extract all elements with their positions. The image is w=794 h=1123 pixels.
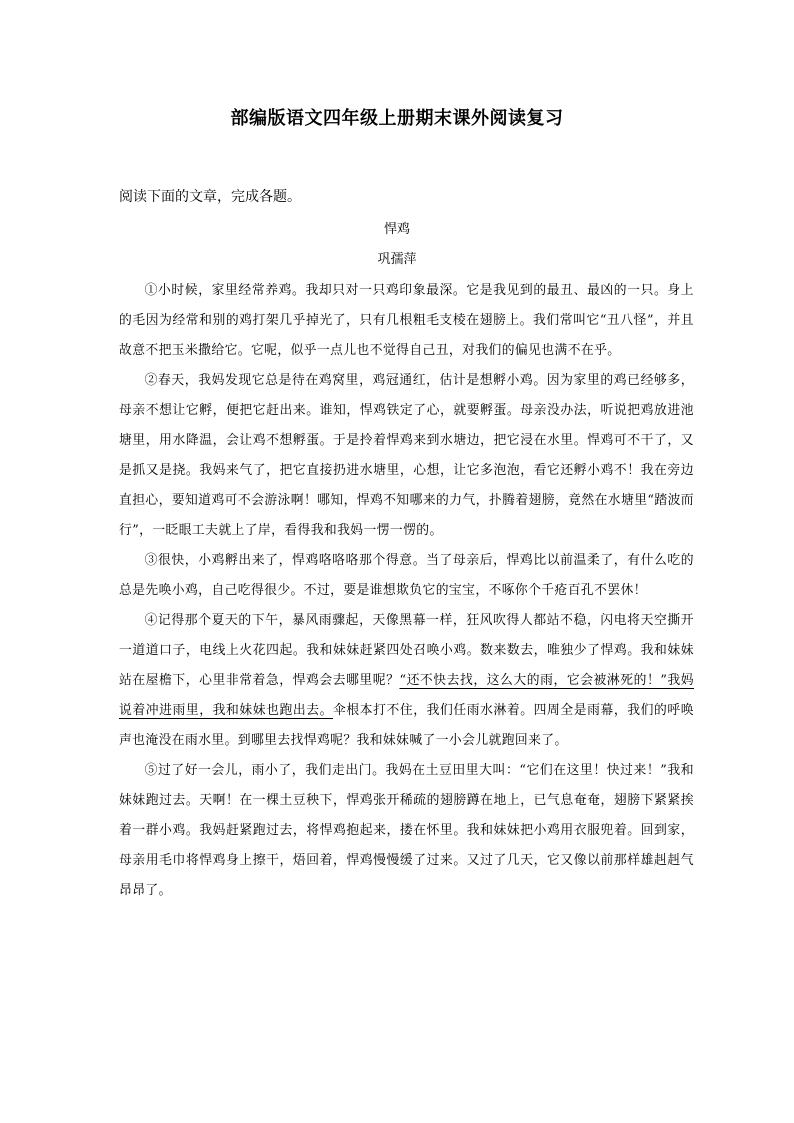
article-title: 悍鸡 bbox=[383, 222, 410, 237]
paragraph-4 bbox=[119, 606, 694, 756]
paragraph-4-text-before: ④记得那个夏天的下午，暴风雨骤起，天像黑幕一样，狂风吹得人都站不稳，闪电将天空撕开一道道口子，电线上火花四起。我和妹妹赶紧四处召唤小鸡。数来数去，唯独少了悍鸡。我和妹妹站在屋檐下，心里非常着急，悍鸡会去哪里呢？ bbox=[119, 613, 694, 688]
underlined-sentence: “还不快去找，这么大的雨，它会被淋死的！”我妈说着冲进雨里，我和妹妹也跑出去。 bbox=[119, 673, 694, 718]
article-author: 巩孺萍 bbox=[377, 252, 417, 267]
article-body bbox=[119, 276, 694, 906]
paragraph-2: ②春天，我妈发现它总是待在鸡窝里，鸡冠通红，估计是想孵小鸡。因为家里的鸡已经够多，母亲不想让它孵，便把它赶出来。谁知，悍鸡铁定了心，就要孵蛋。母亲没办法，听说把鸡放进池塘里，用水降温，会让鸡不想孵蛋。于是拎着悍鸡来到水塘边，把它浸在水里。悍鸡可不干了，又是抓又是挠。我妈来气了，把它直接扔进水塘里，心想，让它多泡泡，看它还孵小鸡不！我在旁边直担心，要知道鸡可不会游泳啊！哪知，悍鸡不知哪来的力气，扑腾着翅膀，竟然在水塘里“踏波而行”，一眨眼工夫就上了岸，看得我和我妈一愣一愣的。 bbox=[119, 373, 694, 538]
document-title: 部编版语文四年级上册期末课外阅读复习 bbox=[230, 108, 564, 129]
reading-instruction: 阅读下面的文章，完成各题。 bbox=[119, 189, 301, 205]
paragraph-3: ③很快，小鸡孵出来了，悍鸡咯咯咯那个得意。当了母亲后，悍鸡比以前温柔了，有什么吃的总是先唤小鸡，自己吃得很少。不过，要是谁想欺负它的宝宝，不啄你个千疮百孔不罢休！ bbox=[119, 553, 694, 598]
paragraph-5: ⑤过了好一会儿，雨小了，我们走出门。我妈在土豆田里大叫：“它们在这里！快过来！”我和妹妹跑过去。天啊！在一棵土豆秧下，悍鸡张开稀疏的翅膀蹲在地上，已气息奄奄，翅膀下紧紧挨着一群小鸡。我妈赶紧跑过去，将悍鸡抱起来，搂在怀里。我和妹妹把小鸡用衣服兜着。回到家，母亲用毛巾将悍鸡身上擦干，焐回着，悍鸡慢慢缓了过来。又过了几天，它又像以前那样雄赳赳气昂昂了。 bbox=[119, 763, 694, 898]
paragraph-4-text-after: 伞根本打不住，我们任雨水淋着。四周全是雨幕，我们的呼唤声也淹没在雨水里。到哪里去找悍鸡呢？我和妹妹喊了一小会儿就跑回来了。 bbox=[119, 703, 694, 748]
paragraph-1: ①小时候，家里经常养鸡。我却只对一只鸡印象最深。它是我见到的最丑、最凶的一只。身上的毛因为经常和别的鸡打架几乎掉光了，只有几根粗毛支棱在翅膀上。我们常叫它“丑八怪”，并且故意不把玉米撒给它。它呢，似乎一点儿也不觉得自己丑，对我们的偏见也满不在乎。 bbox=[119, 283, 694, 358]
